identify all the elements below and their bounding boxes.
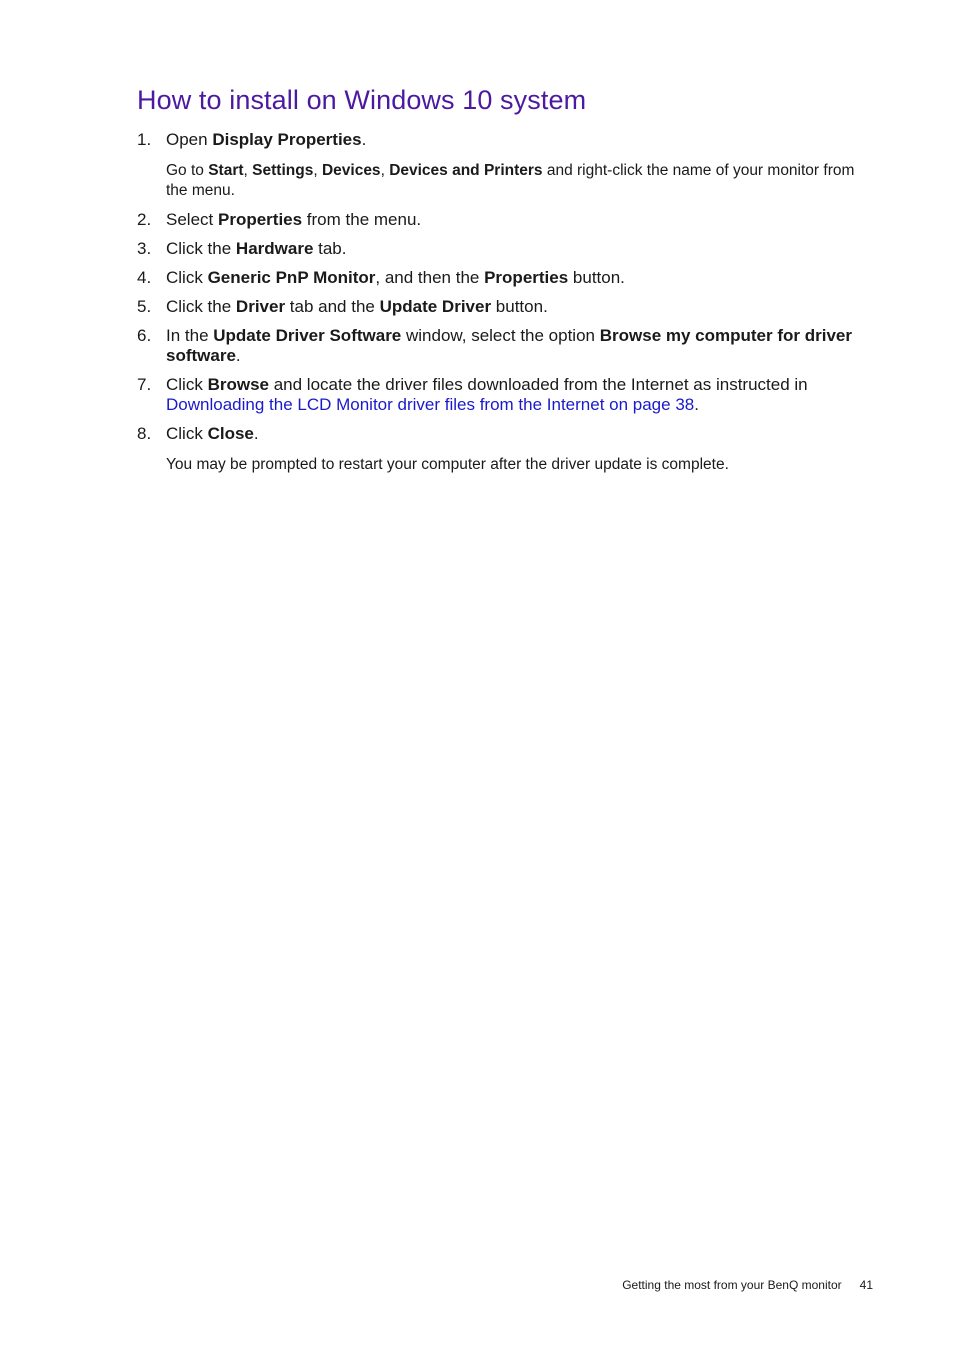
step-number: 5.	[137, 297, 152, 316]
step-5: 5. Click the Driver tab and the Update Driver button.	[137, 297, 548, 316]
step-number: 8.	[137, 424, 152, 443]
step-number: 4.	[137, 268, 152, 287]
step-4: 4. Click Generic PnP Monitor, and then the Properties button.	[137, 268, 625, 287]
step-number: 2.	[137, 210, 152, 229]
page-number: 41	[859, 1278, 873, 1292]
step-7: 7. Click Browse and locate the driver files downloaded from the Internet as instructed in Downloading the LCD Monitor driver files from the Internet on page 38.	[137, 375, 808, 414]
step-3: 3. Click the Hardware tab.	[137, 239, 347, 258]
page-footer	[622, 1278, 873, 1292]
step-8-note: You may be prompted to restart your computer after the driver update is complete.	[166, 456, 729, 473]
step-number: 3.	[137, 239, 152, 258]
step-1-note: Go to Start, Settings, Devices, Devices and Printers and right-click the name of your monitor from the menu.	[166, 162, 855, 199]
footer-text: Getting the most from your BenQ monitor	[622, 1278, 842, 1292]
step-6: 6. In the Update Driver Software window, select the option Browse my computer for driver software.	[137, 326, 852, 365]
step-1: 1. Open Display Properties. Go to Start, Settings, Devices, Devices and Printers and right-click the name of your monitor from the menu.	[137, 130, 857, 201]
step-number: 7.	[137, 375, 152, 394]
step-number: 1.	[137, 130, 152, 149]
driver-download-link[interactable]: Downloading the LCD Monitor driver files from the Internet on page 38	[166, 395, 695, 414]
install-steps-list	[137, 130, 857, 484]
step-8: 8. Click Close. You may be prompted to restart your computer after the driver update is complete.	[137, 424, 857, 475]
page-title: How to install on Windows 10 system	[137, 85, 587, 115]
step-2: 2. Select Properties from the menu.	[137, 210, 422, 229]
step-number: 6.	[137, 326, 152, 345]
